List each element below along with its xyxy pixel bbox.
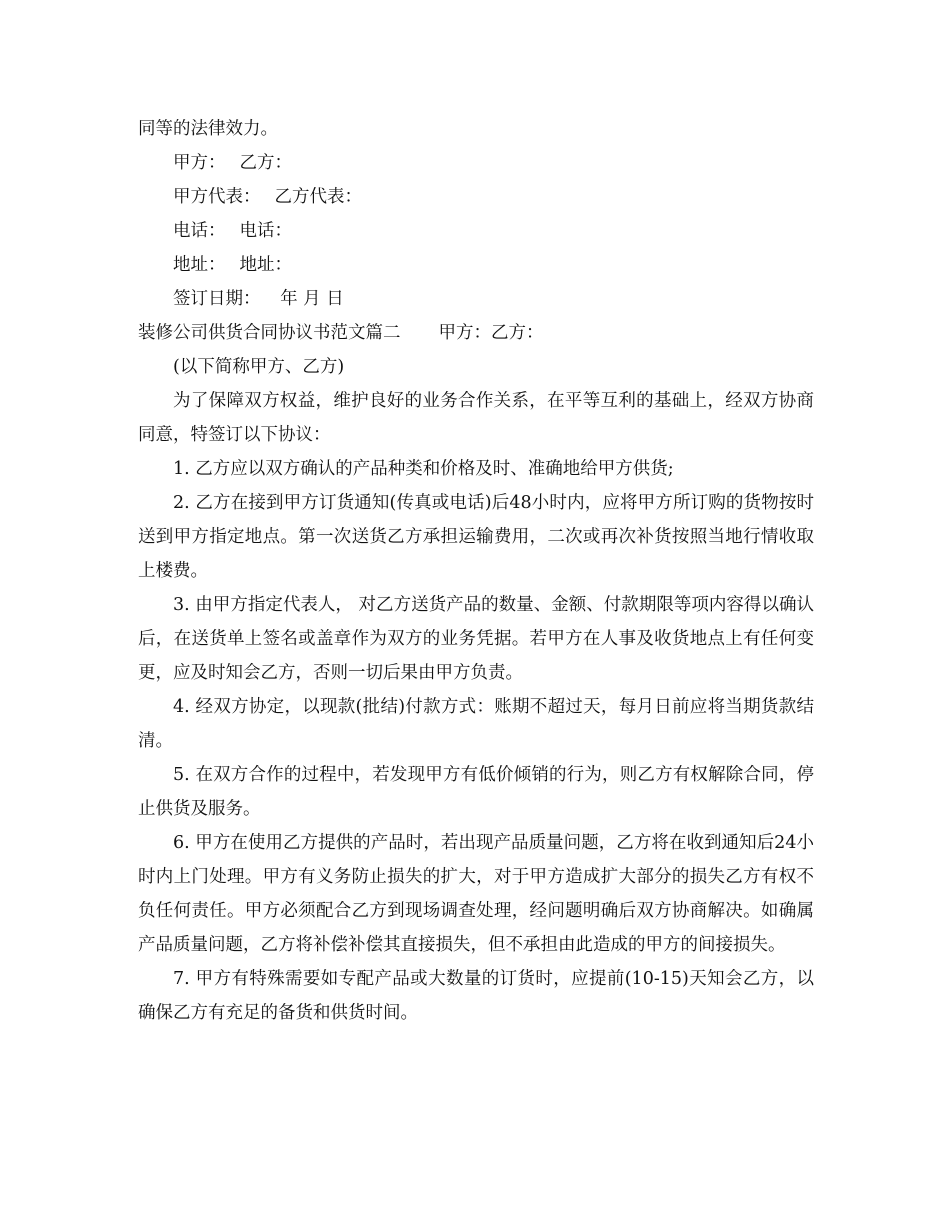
clause-5: 5. 在双方合作的过程中，若发现甲方有低价倾销的行为，则乙方有权解除合同，停止供货及服务。 bbox=[138, 765, 814, 819]
sign-date-row bbox=[138, 282, 814, 316]
sign-date-label: 签订日期： bbox=[173, 289, 261, 309]
signature-right: 电话： bbox=[239, 221, 292, 241]
clause-7: 7. 甲方有特殊需要如专配产品或大数量的订货时，应提前(10-15)天知会乙方，以确保乙方有充足的备货和供货时间。 bbox=[138, 969, 814, 1023]
signature-left: 甲方代表： bbox=[173, 187, 261, 207]
section-parties: 甲方：乙方： bbox=[438, 323, 544, 343]
signature-row-representative bbox=[138, 180, 814, 214]
clause-4: 4. 经双方协定，以现款(批结)付款方式：账期不超过天，每月日前应将当期货款结清。 bbox=[138, 697, 814, 751]
signature-right: 乙方： bbox=[239, 153, 292, 173]
signature-row-address bbox=[138, 248, 814, 282]
signature-left: 甲方： bbox=[173, 153, 226, 173]
contract-page bbox=[138, 112, 814, 1030]
section-title: 装修公司供货合同协议书范文篇二 bbox=[138, 323, 401, 343]
signature-right: 乙方代表： bbox=[274, 187, 362, 207]
abbreviation-note: (以下简称甲方、乙方) bbox=[173, 357, 345, 377]
sign-date-day: 日 bbox=[326, 289, 344, 309]
section-heading bbox=[138, 316, 814, 350]
signature-row-phone bbox=[138, 214, 814, 248]
sign-date-year: 年 bbox=[280, 289, 298, 309]
intro-paragraph: 为了保障双方权益，维护良好的业务合作关系，在平等互利的基础上，经双方协商同意，特签订以下协议： bbox=[138, 391, 814, 445]
sign-date-month: 月 bbox=[303, 289, 321, 309]
signature-right: 地址： bbox=[239, 255, 292, 275]
clause-6: 6. 甲方在使用乙方提供的产品时，若出现产品质量问题，乙方将在收到通知后24小时内上门处理。甲方有义务防止损失的扩大，对于甲方造成扩大部分的损失乙方有权不负任何责任。甲方必须配合乙方到现场调查处理，经问题明确后双方协商解决。如确属产品质量问题，乙方将补偿补偿其直接损失，但不承担由此造成的甲方的间接损失。 bbox=[138, 833, 814, 955]
signature-row-party bbox=[138, 146, 814, 180]
signature-left: 电话： bbox=[173, 221, 226, 241]
signature-left: 地址： bbox=[173, 255, 226, 275]
clause-2: 2. 乙方在接到甲方订货通知(传真或电话)后48小时内，应将甲方所订购的货物按时送到甲方指定地点。第一次送货乙方承担运输费用，二次或再次补货按照当地行情收取上楼费。 bbox=[138, 493, 814, 581]
signature-block bbox=[138, 146, 814, 316]
clause-3: 3. 由甲方指定代表人， 对乙方送货产品的数量、金额、付款期限等项内容得以确认后，在送货单上签名或盖章作为双方的业务凭据。若甲方在人事及收货地点上有任何变更，应及时知会乙方，否则一切后果由甲方负责。 bbox=[138, 595, 814, 683]
lead-line: 同等的法律效力。 bbox=[138, 119, 278, 139]
clause-1: 1. 乙方应以双方确认的产品种类和价格及时、准确地给甲方供货; bbox=[173, 459, 674, 479]
